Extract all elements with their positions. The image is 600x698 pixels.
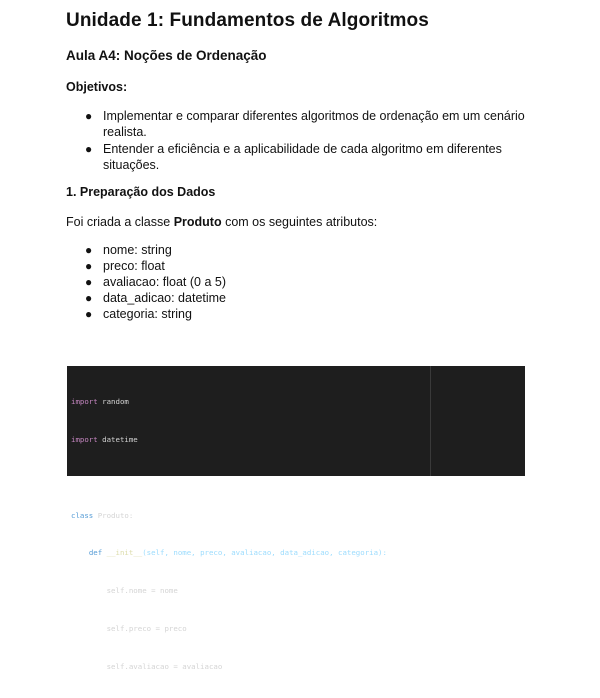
code-line — [71, 623, 387, 636]
bullet-icon: ● — [85, 142, 93, 156]
code-keyword: def — [88, 548, 103, 558]
code-text: self.nome = nome — [106, 586, 178, 596]
attribute-item — [66, 274, 366, 290]
attribute-item — [66, 258, 366, 274]
section-intro — [66, 214, 377, 230]
attribute-text: categoria: string — [103, 307, 192, 321]
bullet-icon: ● — [85, 109, 93, 123]
attribute-text: avaliacao: float (0 a 5) — [103, 275, 226, 289]
code-line — [71, 396, 387, 409]
attribute-text: preco: float — [103, 259, 165, 273]
section-heading: 1. Preparação dos Dados — [66, 185, 216, 199]
intro-text-start: Foi criada a classe — [66, 215, 174, 229]
objectives-heading: Objetivos: — [66, 80, 128, 94]
code-function: __init__ — [106, 548, 143, 558]
code-line — [71, 547, 387, 560]
bullet-icon: ● — [85, 243, 93, 257]
bullet-icon: ● — [85, 275, 93, 289]
attribute-item — [66, 306, 366, 322]
code-text: Produto: — [93, 510, 134, 520]
objective-text: Entender a eficiência e a aplicabilidade de cada algoritmo em diferentes situações. — [103, 142, 502, 172]
intro-text-end: com os seguintes atributos: — [221, 215, 378, 229]
attribute-text: data_adicao: datetime — [103, 291, 227, 305]
attribute-item — [66, 242, 366, 258]
attributes-list — [66, 242, 366, 322]
bullet-icon: ● — [85, 307, 93, 321]
code-keyword: class — [71, 510, 94, 520]
code-keyword: import — [71, 434, 98, 444]
code-lines — [71, 371, 387, 698]
code-text: datetime — [97, 434, 138, 444]
code-text: random — [97, 397, 129, 407]
objective-item — [66, 108, 536, 140]
attribute-text: nome: string — [103, 243, 172, 257]
code-block — [67, 366, 525, 671]
lesson-subtitle: Aula A4: Noções de Ordenação — [66, 48, 267, 63]
code-text: self.preco = preco — [106, 623, 187, 633]
objective-text: Implementar e comparar diferentes algoritmos de ordenação em um cenário realista. — [103, 109, 525, 139]
code-line — [71, 661, 387, 674]
page-title: Unidade 1: Fundamentos de Algoritmos — [66, 10, 429, 31]
code-line — [71, 585, 387, 598]
code-text: self.avaliacao = avaliacao — [106, 661, 223, 671]
code-divider — [430, 366, 431, 476]
bullet-icon: ● — [85, 291, 93, 305]
bullet-icon: ● — [85, 259, 93, 273]
code-keyword: import — [71, 397, 98, 407]
code-params: (self, nome, preco, avaliacao, data_adicao, categoria): — [142, 548, 387, 558]
code-line-blank — [71, 472, 387, 485]
objective-item — [66, 141, 536, 173]
objectives-list — [66, 108, 536, 174]
code-line — [71, 510, 387, 523]
attribute-item — [66, 290, 366, 306]
class-name: Produto — [173, 215, 222, 229]
code-line — [71, 434, 387, 447]
